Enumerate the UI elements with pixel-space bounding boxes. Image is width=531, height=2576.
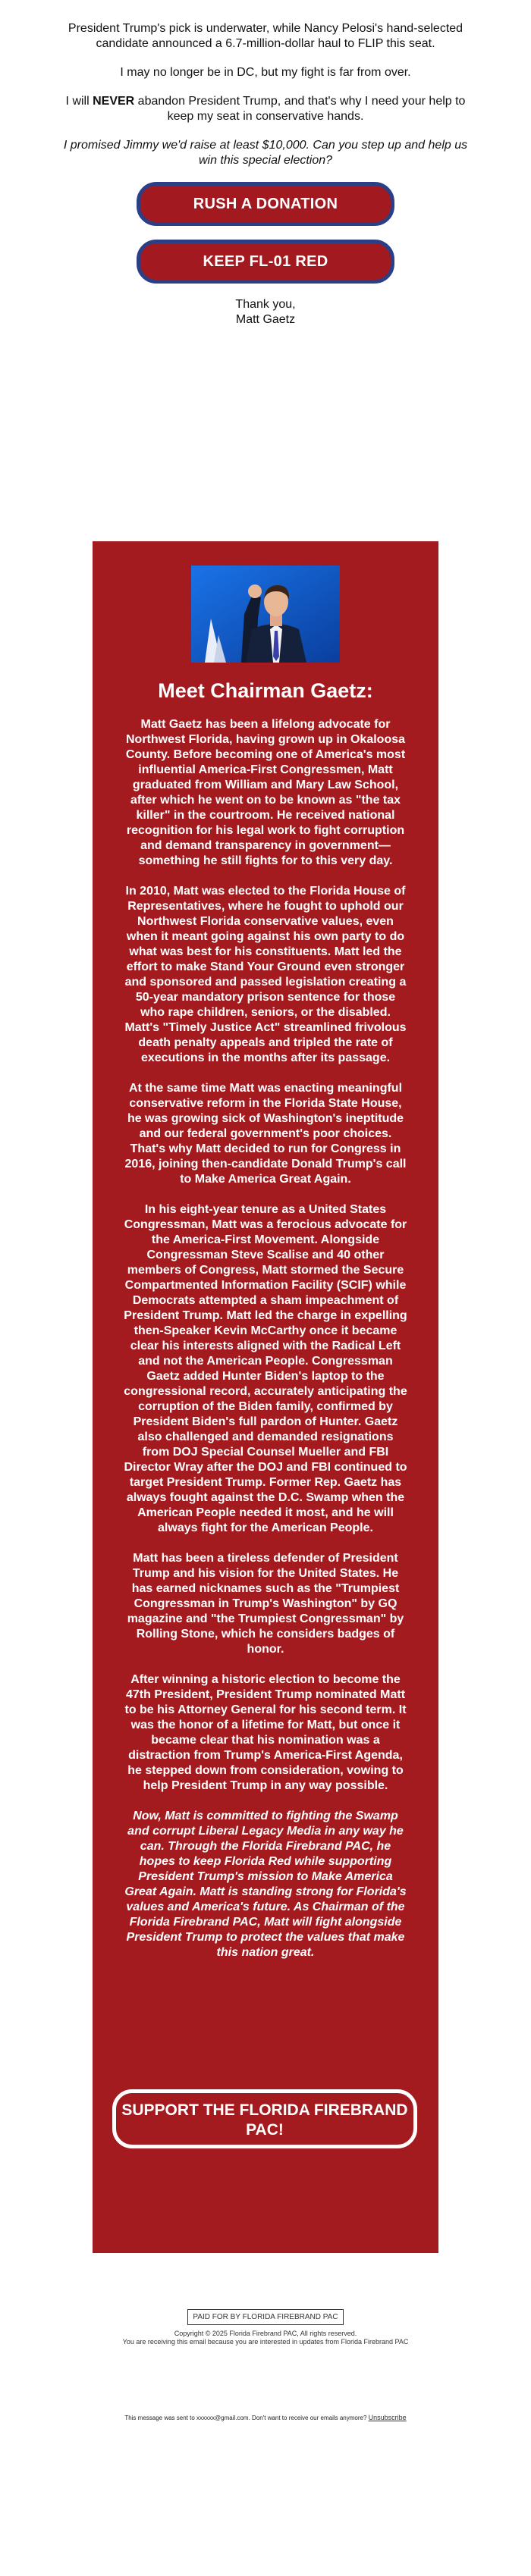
- intro-paragraph-3: [53, 94, 478, 124]
- unsubscribe-link[interactable]: Unsubscribe: [368, 2414, 407, 2421]
- sent-to-text: This message was sent to xxxxxx@gmail.com. Don't want to receive our emails anymore?: [124, 2415, 369, 2421]
- bio-card: [93, 541, 438, 2253]
- card-title: Meet Chairman Gaetz:: [158, 679, 373, 702]
- signoff-name: Matt Gaetz: [235, 313, 296, 326]
- bio-text: [123, 717, 408, 1976]
- keep-fl01-red-button[interactable]: KEEP FL-01 RED: [137, 240, 394, 284]
- bio-paragraph: At the same time Matt was enacting meaningful conservative reform in the Florida State House, he was growing sick of Washington's ineptitude and our federal government's poor choices. That's why Matt decided to run for Congress in 2016, joining then-candidate Donald Trump's call to Make America Great Again.: [124, 1082, 407, 1186]
- intro-paragraph-2: I may no longer be in DC, but my fight is far from over.: [120, 66, 411, 79]
- intro-paragraph-4: I promised Jimmy we'd raise at least $10,000. Can you step up and help us win this special election?: [63, 139, 468, 167]
- signoff-thanks: Thank you,: [235, 298, 296, 311]
- bio-closing-paragraph: Now, Matt is committed to fighting the Swamp and corrupt Liberal Legacy Media in any way he can. Through the Florida Firebrand PAC, he hopes to keep Florida Red while supporting President Trump's mission to Make America Great Again. Matt is standing strong for Florida's values and America's future. As Chairman of the Florida Firebrand PAC, Matt will fight alongside President Trump to protect the values that make this nation great.: [124, 1810, 407, 1959]
- subscription-reason: You are receiving this email because you are interested in updates from Florida Firebrand PAC: [122, 2338, 409, 2346]
- bio-paragraph: After winning a historic election to become the 47th President, President Trump nominated Matt to be his Attorney General for his second term. It was the honor of a lifetime for Matt, but once it became clear that his nomination was a distraction from Trump's America-First Agenda, he stepped down from consideration, vowing to help President Trump in any way possible.: [124, 1673, 407, 1792]
- bio-paragraph: In his eight-year tenure as a United States Congressman, Matt was a ferocious advocate for the America-First Movement. Alongside Congressman Steve Scalise and 40 other members of Congress, Matt stormed the Secure Compartmented Information Facility (SCIF) while Democrats attempted a sham impeachment of President Trump. Matt led the charge in expelling then-Speaker Kevin McCarthy once it became clear his interests aligned with the Radical Left and not the American People. Congressman Gaetz added Hunter Biden's laptop to the congressional record, accurately anticipating the corruption of the Biden family, confirmed by President Biden's full pardon of Hunter. Gaetz also challenged and demanded resignations from DOJ Special Counsel Mueller and FBI Director Wray after the DOJ and FBI continued to target President Trump. Former Rep. Gaetz has always fought against the D.C. Swamp when the American People needed it most, and he will always fight for the American People.: [124, 1203, 407, 1534]
- intro-section: [53, 0, 478, 327]
- bio-paragraph: Matt Gaetz has been a lifelong advocate for Northwest Florida, having grown up in Okaloosa County. Before becoming one of America's most influential America-First Congressmen, Matt graduated from William and Mary Law School, after which he went on to be known as "the tax killer" in the courtroom. He received national recognition for his legal work to fight corruption and demand transparency in government—something he still fights for to this very day.: [125, 718, 406, 867]
- rush-donation-button[interactable]: RUSH A DONATION: [137, 182, 394, 226]
- copyright-text: Copyright © 2025 Florida Firebrand PAC, All rights reserved.: [174, 2330, 357, 2337]
- paid-for-disclaimer: PAID FOR BY FLORIDA FIREBRAND PAC: [187, 2309, 343, 2325]
- bio-paragraph: Matt has been a tireless defender of President Trump and his vision for the United States. He has earned nicknames such as the "Trumpiest Congressman in Trump's Washington" by GQ magazine and "the Trumpiest Congressman" by Rolling Stone, which he considers badges of honor.: [127, 1552, 404, 1656]
- support-pac-button[interactable]: SUPPORT THE FLORIDA FIREBRAND PAC!: [112, 2089, 417, 2148]
- portrait-illustration: [191, 566, 340, 663]
- footer: [0, 2309, 531, 2346]
- signoff: [53, 297, 478, 327]
- intro-p3-pre: I will: [65, 95, 93, 108]
- intro-paragraph-1: President Trump's pick is underwater, while Nancy Pelosi's hand-selected candidate announced a 6.7-million-dollar haul to FLIP this seat.: [68, 22, 463, 50]
- unsubscribe-line: [0, 2414, 531, 2422]
- intro-p3-post: abandon President Trump, and that's why I need your help to keep my seat in conservative hands.: [134, 95, 466, 123]
- portrait-photo: [191, 566, 340, 663]
- bio-paragraph: In 2010, Matt was elected to the Florida House of Representatives, where he fought to uphold our Northwest Florida conservative values, even when it meant going against his own party to do what was best for his constituents. Matt led the effort to make Stand Your Ground even stronger and sponsored and passed legislation creating a 50-year mandatory prison sentence for those who rape children, seniors, or the disabled. Matt's "Timely Justice Act" streamlined frivolous death penalty appeals and tripled the rate of executions in the months after its passage.: [124, 885, 407, 1064]
- intro-p3-emphasis: NEVER: [93, 95, 135, 108]
